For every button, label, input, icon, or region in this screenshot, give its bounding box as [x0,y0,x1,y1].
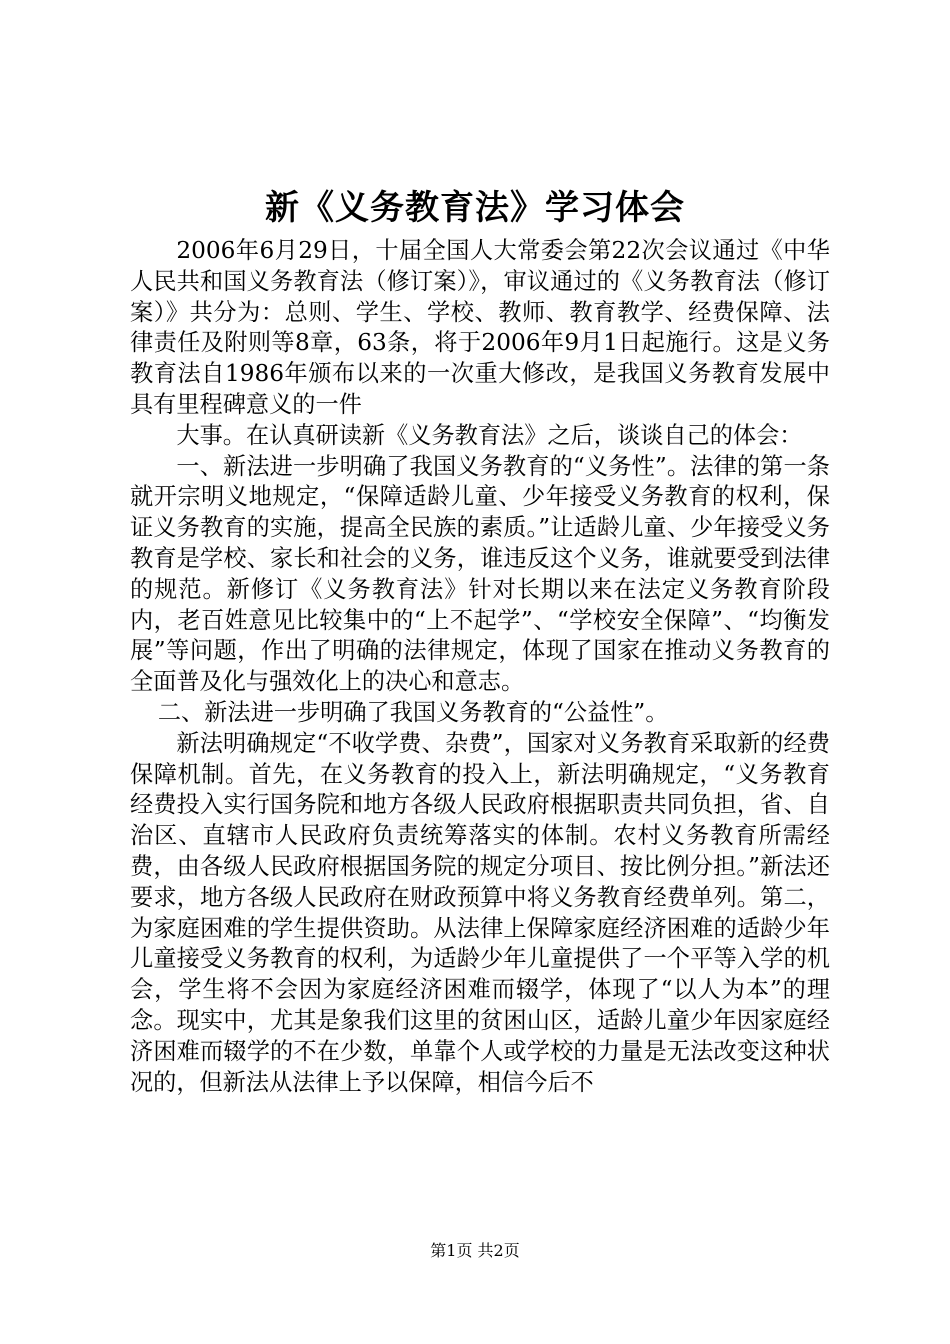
page-number-footer: 第1页 共2页 [430,1241,520,1260]
paragraph-intro-continued: 大事。在认真研读新《义务教育法》之后，谈谈自己的体会： [176,421,803,449]
document-title: 新《义务教育法》学习体会 [265,188,685,228]
section-two-heading: 二、新法进一步明确了我国义务教育的“公益性”。 [157,698,669,726]
paragraph-section-two: 新法明确规定“不收学费、杂费”，国家对义务教育采取新的经费保障机制。首先，在义务教育的投入上，新法明确规定，“义务教育经费投入实行国务院和地方各级人民政府根据职责共同负担，省、自治区、直辖市人民政府负责统筹落实的体制。农村义务教育所需经费，由各级人民政府根据国务院的规定分项目、按比例分担。”新法还要求，地方各级人民政府在财政预算中将义务教育经费单列。第二，为家庭困难的学生提供资助。从法律上保障家庭经济困难的适龄少年儿童接受义务教育的权利，为适龄少年儿童提供了一个平等入学的机会，学生将不会因为家庭经济困难而辍学，体现了“以人为本”的理念。现实中，尤其是象我们这里的贫困山区，适龄儿童少年因家庭经济困难而辍学的不在少数，单靠个人或学校的力量是无法改变这种状况的，但新法从法律上予以保障，相信今后不 [130,729,830,1096]
paragraph-intro: 2006年6月29日，十届全国人大常委会第22次会议通过《中华人民共和国义务教育法（修订案）》，审议通过的《义务教育法（修订案）》共分为：总则、学生、学校、教师、教育教学、经费保障、法律责任及附则等8章，63条，将于2006年9月1日起施行。这是义务教育法自1986年颁布以来的一次重大修改，是我国义务教育发展中具有里程碑意义的一件 [130,237,830,418]
document-body [130,236,830,1098]
paragraph-section-one: 一、新法进一步明确了我国义务教育的“义务性”。法律的第一条就开宗明义地规定，“保障适龄儿童、少年接受义务教育的权利，保证义务教育的实施，提高全民族的素质。”让适龄儿童、少年接受义务教育是学校、家长和社会的义务，谁违反这个义务，谁就要受到法律的规范。新修订《义务教育法》针对长期以来在法定义务教育阶段内，老百姓意见比较集中的“上不起学”、“学校安全保障”、“均衡发展”等问题，作出了明确的法律规定，体现了国家在推动义务教育的全面普及化与强效化上的决心和意志。 [130,452,830,696]
